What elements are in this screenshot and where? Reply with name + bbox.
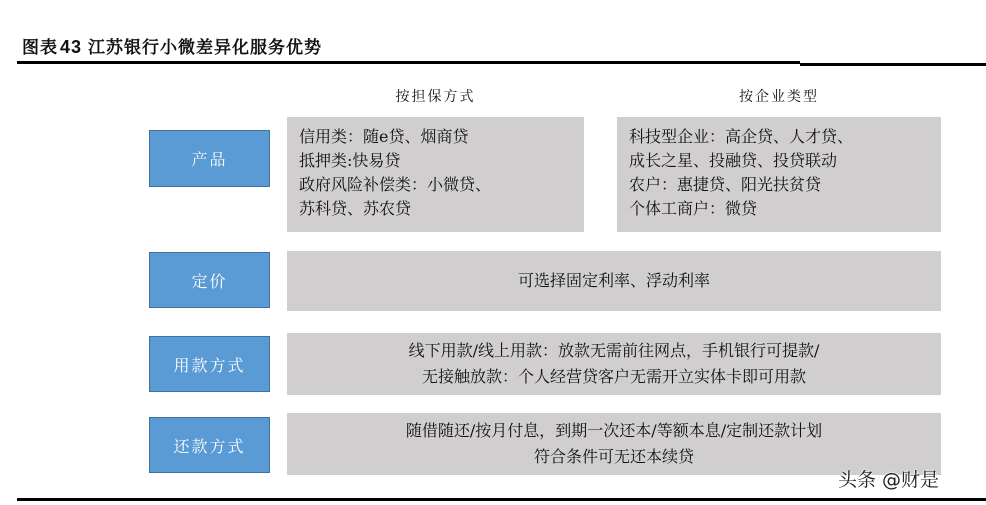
figure-title [22, 33, 322, 58]
row-label-pricing-text: 定价 [191, 271, 228, 291]
product-enterprise-line: 成长之星、投融贷、投贷联动 [629, 151, 838, 170]
column-header-guarantee: 按担保方式 [395, 89, 476, 105]
product-guarantee-line: 信用类：随e贷、烟商贷 [299, 127, 469, 146]
column-header-enterprise: 按企业类型 [739, 89, 819, 105]
product-guarantee-line: 抵押类:快易贷 [299, 151, 401, 170]
top-rule [17, 61, 800, 64]
top-rule-right [800, 63, 986, 66]
figure-number: 43 [60, 37, 83, 57]
pricing-box [287, 251, 941, 311]
row-label-repayment-text: 还款方式 [173, 436, 246, 456]
disbursement-line: 无接触放款：个人经营贷客户无需开立实体卡即可用款 [421, 367, 806, 386]
row-label-product [149, 130, 270, 187]
pricing-line: 可选择固定利率、浮动利率 [517, 271, 710, 290]
row-label-product-text: 产品 [191, 150, 228, 169]
product-guarantee-line: 苏科贷、苏农贷 [299, 199, 412, 218]
product-by-guarantee-box [287, 117, 584, 232]
product-by-enterprise-box [617, 117, 941, 232]
watermark: 头条 @财是 [838, 469, 940, 491]
disbursement-line: 线下用款/线上用款：放款无需前往网点，手机银行可提款/ [408, 341, 820, 360]
product-enterprise-line: 个体工商户：微贷 [629, 199, 758, 218]
product-guarantee-line: 政府风险补偿类：小微贷、 [299, 175, 492, 194]
product-enterprise-line: 农户：惠捷贷、阳光扶贫贷 [629, 175, 822, 194]
repayment-line: 随借随还/按月付息，到期一次还本/等额本息/定制还款计划 [405, 421, 823, 440]
figure-title-text: 江苏银行小微差异化服务优势 [88, 38, 323, 58]
product-enterprise-line: 科技型企业：高企贷、人才贷、 [629, 127, 854, 146]
row-label-disbursement [149, 336, 270, 392]
bottom-rule [17, 498, 986, 501]
row-label-pricing [149, 252, 270, 308]
disbursement-box [287, 333, 941, 395]
row-label-repayment [149, 417, 270, 473]
row-label-disbursement-text: 用款方式 [173, 355, 246, 375]
figure-label: 图表 [22, 38, 58, 58]
repayment-line: 符合条件可无还本续贷 [533, 447, 694, 466]
